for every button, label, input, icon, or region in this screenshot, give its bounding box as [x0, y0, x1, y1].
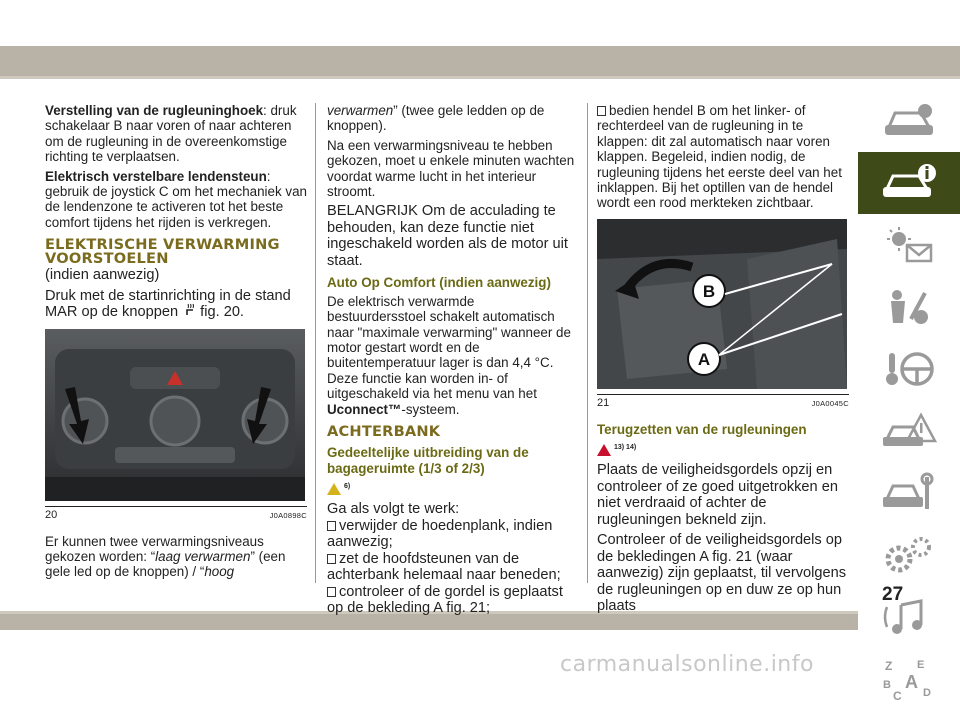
- figure-number: 20: [45, 509, 58, 522]
- figure-label-b: B: [702, 281, 716, 301]
- figure-20-caption: [45, 506, 307, 523]
- emergency-icon: [881, 411, 937, 451]
- warning-lights-icon: [881, 225, 937, 265]
- subheading-restore-backrests: Terugzetten van de rugleuningen: [597, 421, 807, 437]
- index-letter: C: [893, 689, 902, 703]
- column-3: [597, 103, 849, 619]
- top-band: [0, 46, 960, 76]
- paragraph-high-heat: [327, 103, 577, 134]
- list-item-text: controleer of de gordel is geplaatst op de bekleding A fig. 21;: [327, 583, 563, 617]
- tab-car-overview[interactable]: [858, 90, 960, 152]
- column-2: [327, 103, 577, 621]
- paragraph-lumbar: [45, 169, 307, 231]
- list-item: [327, 518, 577, 551]
- figure-21: [597, 219, 849, 412]
- column-divider-2: [587, 103, 588, 583]
- note-icon: [327, 483, 341, 495]
- paragraph-auto-comfort: [327, 294, 577, 417]
- paragraph-heating-levels: [45, 534, 307, 580]
- subheading-auto-comfort: Auto Op Comfort (indien aanwezig): [327, 275, 551, 291]
- list-item-text: bedien hendel B om het linker- of rechterdeel van de rugleuning in te klappen: dit zal automatisch naar voren klappen. Begeleid, indien nodig, de rugleuning tijdens het eerste deel van het inklappen. Bij het optillen van de hendel wordt een rood merkteken zichtbaar.: [597, 103, 842, 211]
- paragraph-seatbelts: Plaats de veiligheidsgordels opzij en controleer of ze goed uitgetrokken en niet verdraaid of achter de rugleuningen bekneld zijn.: [597, 462, 838, 528]
- list-item: [597, 103, 849, 211]
- term-lumbar: Elektrisch verstelbare lendensteun: [45, 168, 267, 184]
- list-item: [327, 551, 577, 584]
- warning-ref-numbers: 13) 14): [614, 444, 637, 452]
- text-high-heat: hoog: [204, 564, 235, 580]
- text-press-buttons: Druk met de startinrichting in de stand MAR op de knoppen: [45, 287, 291, 321]
- text-lumbar: : gebruik de joystick C om het mechaniek van de lendenzone te activeren tot het beste comfort tijdens het rijden is verkregen.: [45, 168, 307, 230]
- text-auto-comfort: De elektrisch verwarmde bestuurdersstoel schakelt automatisch naar "maximale verwarming" wanneer de motor gestart wordt en de buitentemperatuur lager is dan 4,4 °C. Deze functie kan worden in- of uitgeschakeld via het menu van het: [327, 293, 571, 402]
- tab-safety[interactable]: [858, 276, 960, 338]
- page-number: 27: [882, 584, 904, 605]
- figure-21-caption: [597, 394, 849, 411]
- text-low-heat: laag verwarmen: [155, 548, 251, 564]
- maintenance-icon: [881, 473, 937, 513]
- figure-label-a: A: [697, 349, 711, 369]
- rear-seat-lever-photo: [597, 219, 847, 389]
- paragraph-proceed: Ga als volgt te werk:: [327, 501, 460, 518]
- note-reference: [327, 479, 577, 497]
- watermark: carmanualsonline.info: [560, 652, 814, 677]
- index-letter: E: [917, 659, 925, 671]
- checkbox-bullet-icon: [597, 106, 606, 116]
- note-ref-number: 6): [344, 482, 351, 490]
- paragraph-check-belts: Controleer of de veiligheidsgordels op de bekledingen A fig. 21 (waar aanwezig) zijn geplaatst, til vervolgens de rugleuningen op en duw ze op hun plaats: [597, 532, 847, 615]
- text-backrest: : druk schakelaar B naar voren of naar achteren om de rugleuning in de overeenkomstige richting te verplaatsen.: [45, 103, 297, 165]
- safety-icon: [881, 287, 937, 327]
- car-info-icon: [881, 163, 937, 203]
- top-band-line: [0, 76, 960, 79]
- column-1: [45, 103, 307, 584]
- figure-code: J0A0898C: [269, 511, 307, 521]
- tab-emergency[interactable]: [858, 400, 960, 462]
- index-letter: B: [883, 679, 891, 691]
- car-overview-icon: [881, 101, 937, 141]
- term-uconnect: Uconnect™: [327, 401, 402, 417]
- list-item-text: zet de hoofdsteunen van de achterbank helemaal naar beneden;: [327, 550, 561, 584]
- heated-seat-buttons-photo: [45, 329, 305, 501]
- paragraph-important: BELANGRIJK Om de acculading te behouden, kan deze functie niet ingeschakeld worden als de motor uit staat.: [327, 203, 568, 269]
- text-high-heat-cont: verwarmen: [327, 103, 394, 118]
- tab-maintenance[interactable]: [858, 462, 960, 524]
- text-system: -systeem.: [401, 401, 460, 417]
- paragraph-press-buttons: [45, 288, 307, 321]
- subheading-partial-extension: Gedeeltelijke uitbreiding van de bagageruimte (1/3 of 2/3): [327, 445, 529, 476]
- tab-multimedia[interactable]: [858, 586, 960, 648]
- list-item-text: verwijder de hoedenplank, indien aanwezig;: [327, 517, 553, 551]
- term-backrest: Verstelling van de rugleuninghoek: [45, 103, 264, 118]
- figure-number: 21: [597, 397, 610, 410]
- checkbox-bullet-icon: [327, 521, 336, 531]
- figure-20: [45, 329, 307, 524]
- text-fig-ref: fig. 20.: [196, 304, 244, 321]
- heading-rear-seat: ACHTERBANK: [327, 423, 441, 441]
- checkbox-bullet-icon: [327, 587, 336, 597]
- tab-technical-data[interactable]: [858, 524, 960, 586]
- index-icon: [881, 656, 937, 702]
- text-two-leds: ” (twee gele ledden op de knoppen).: [327, 103, 545, 134]
- tab-starting-driving[interactable]: [858, 338, 960, 400]
- index-letter: A: [905, 672, 918, 692]
- checkbox-bullet-icon: [327, 554, 336, 564]
- text-levels-b: ” (een gele led op de knoppen) / “: [45, 548, 286, 580]
- tab-index[interactable]: [858, 648, 960, 710]
- warning-icon: [597, 444, 611, 456]
- paragraph-wait: Na een verwarmingsniveau te hebben gekozen, moet u enkele minuten wachten voordat warme lucht in het interieur stroomt.: [327, 137, 575, 200]
- technical-data-icon: [881, 535, 937, 575]
- paragraph-backrest: [45, 103, 307, 165]
- paragraph-if-present: (indien aanwezig): [45, 267, 160, 284]
- tab-car-info[interactable]: [858, 152, 960, 214]
- index-letter: Z: [885, 659, 893, 673]
- column-divider-1: [315, 103, 316, 583]
- index-letter: D: [923, 687, 931, 699]
- list-item: [327, 584, 577, 617]
- heading-seat-heating: ELEKTRISCHE VERWARMING VOORSTOELEN: [45, 236, 280, 268]
- tab-warning-lights[interactable]: [858, 214, 960, 276]
- text-levels-a: Er kunnen twee verwarmingsniveaus gekozen worden: “: [45, 533, 264, 564]
- chapter-sidebar: [858, 90, 960, 710]
- starting-driving-icon: [881, 349, 937, 389]
- seat-heater-icon: [184, 304, 196, 317]
- figure-code: J0A0045C: [811, 399, 849, 409]
- warning-reference: [597, 440, 849, 458]
